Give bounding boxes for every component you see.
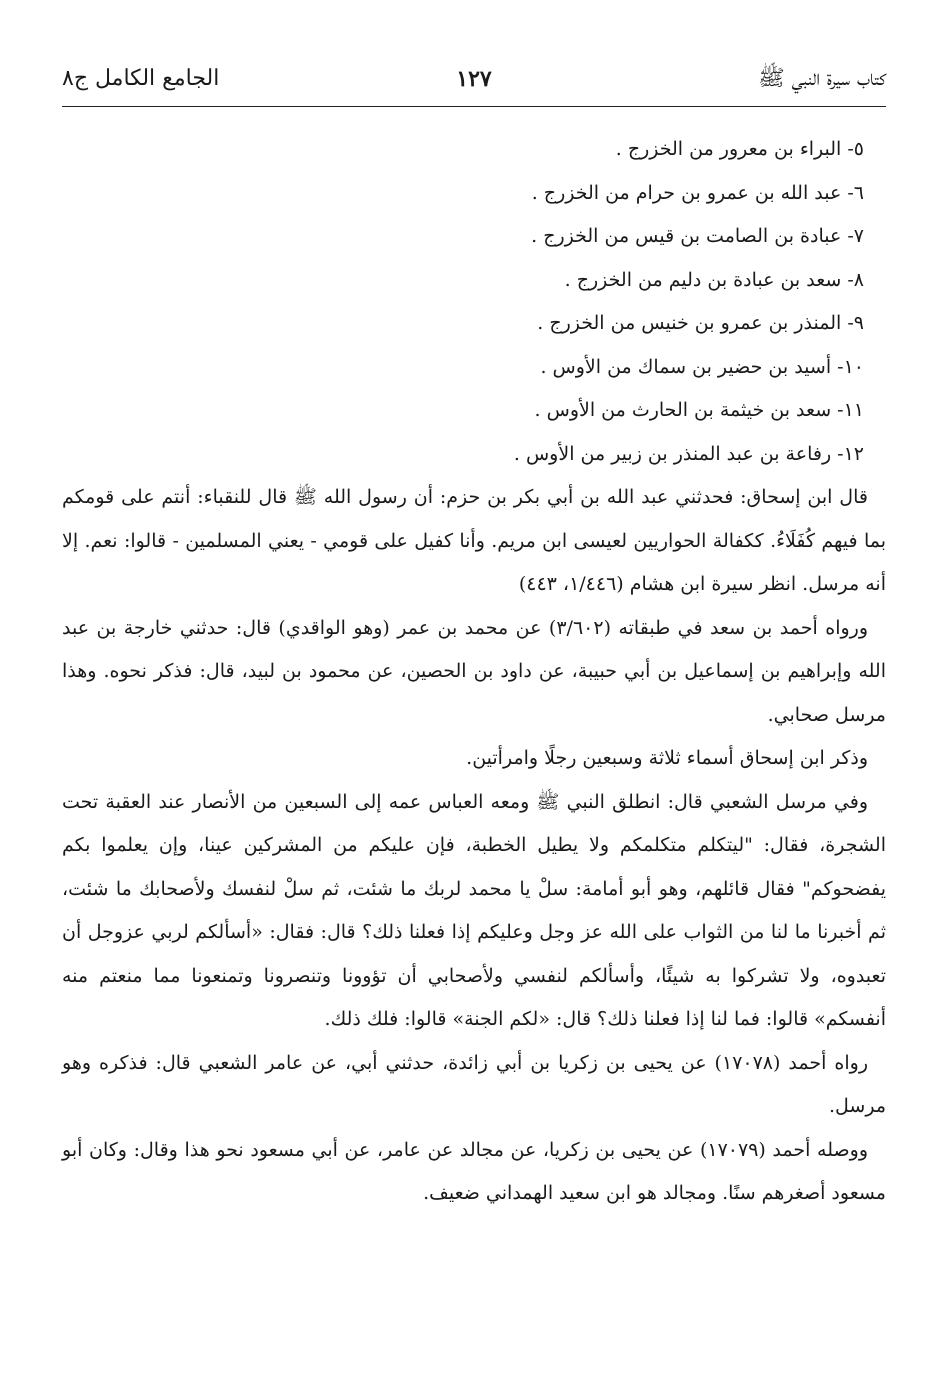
paragraph-ahmad-17078: رواه أحمد (١٧٠٧٨) عن يحيى بن زكريا بن أبي زائدة، حدثني أبي، عن عامر الشعبي قال: فذكره وهو مرسل. <box>62 1051 886 1117</box>
page-number: ١٢٧ <box>456 66 492 92</box>
paragraph-shabi-mursal: وفي مرسل الشعبي قال: انطلق النبي ﷺ ومعه العباس عمه إلى السبعين من الأنصار عند العقبة تحت الشجرة، فقال: "ليتكلم متكلمكم ولا يطيل الخطبة، فإن عليكم من المشركين عينا، وإن يعلموا بكم يفضحوكم" فقال قائلهم، وهو أبو أمامة: سلْ يا محمد لربك ما شئت، ثم سلْ لنفسك ولأصحابك ما شئت، ثم أخبرنا ما لنا من الثواب على الله عز وجل وعليكم إذا فعلنا ذلك؟ قال: فقال: «أسألكم لربي عزوجل أن تعبدوه، ولا تشركوا به شيئًا، وأسألكم لنفسي ولأصحابي أن تؤوونا وتنصرونا وتمنعونا مما منعتم منه أنفسكم» قالوا: فما لنا إذا فعلنا ذلك؟ قال: «لكم الجنة» قالوا: فلك ذلك. <box>62 790 886 1030</box>
list-item: ١٠- أسيد بن حضير بن سماك من الأوس . <box>540 355 864 378</box>
paragraph-ibn-saad: ورواه أحمد بن سعد في طبقاته (٣/٦٠٢) عن محمد بن عمر (وهو الواقدي) قال: حدثني خارجة بن عبد الله وإبراهيم بن إسماعيل بن أبي حبيبة، عن داود بن الحصين، عن محمود بن لبيد، قال: فذكر نحوه. وهذا مرسل صحابي. <box>62 616 886 726</box>
list-item: ١١- سعد بن خيثمة بن الحارث من الأوس . <box>534 399 864 421</box>
list-item: ٧- عبادة بن الصامت بن قيس من الخزرج . <box>531 225 864 247</box>
paragraph-ahmad-17079: ووصله أحمد (١٧٠٧٩) عن يحيى بن زكريا، عن مجالد عن عامر، عن أبي مسعود نحو هذا وقال: وكان أبو مسعود أصغرهم سنًا. ومجالد هو ابن سعيد الهمداني ضعيف. <box>62 1138 886 1204</box>
list-item: ٥- البراء بن معرور من الخزرج . <box>615 138 864 160</box>
list-item: ٦- عبد الله بن عمرو بن حرام من الخزرج . <box>531 181 864 204</box>
page-header <box>62 56 886 108</box>
header-divider <box>62 106 886 107</box>
paragraph-ibn-ishaq: قال ابن إسحاق: فحدثني عبد الله بن أبي بكر بن حزم: أن رسول الله ﷺ قال للنقباء: أنتم على قومكم بما فيهم كُفَلَاءُ. ككفالة الحواريين لعيسى ابن مريم. وأنا كفيل على قومي - يعني المسلمين - قالوا: نعم. إلا أنه مرسل. انظر سيرة ابن هشام (١/٤٤٦، ٤٤٣) <box>62 486 886 595</box>
list-item: ٩- المنذر بن عمرو بن خنيس من الخزرج . <box>537 312 864 334</box>
page-body <box>62 128 886 1216</box>
paragraph-names-count: وذكر ابن إسحاق أسماء ثلاثة وسبعين رجلًا وامرأتين. <box>466 747 868 769</box>
volume-title: الجامع الكامل ج٨ <box>62 66 220 91</box>
book-title: كتاب سيرة النبي ﷺ <box>758 66 886 91</box>
list-item: ٨- سعد بن عبادة بن دليم من الخزرج . <box>564 268 864 291</box>
list-item: ١٢- رفاعة بن عبد المنذر بن زبير من الأوس . <box>513 442 864 465</box>
